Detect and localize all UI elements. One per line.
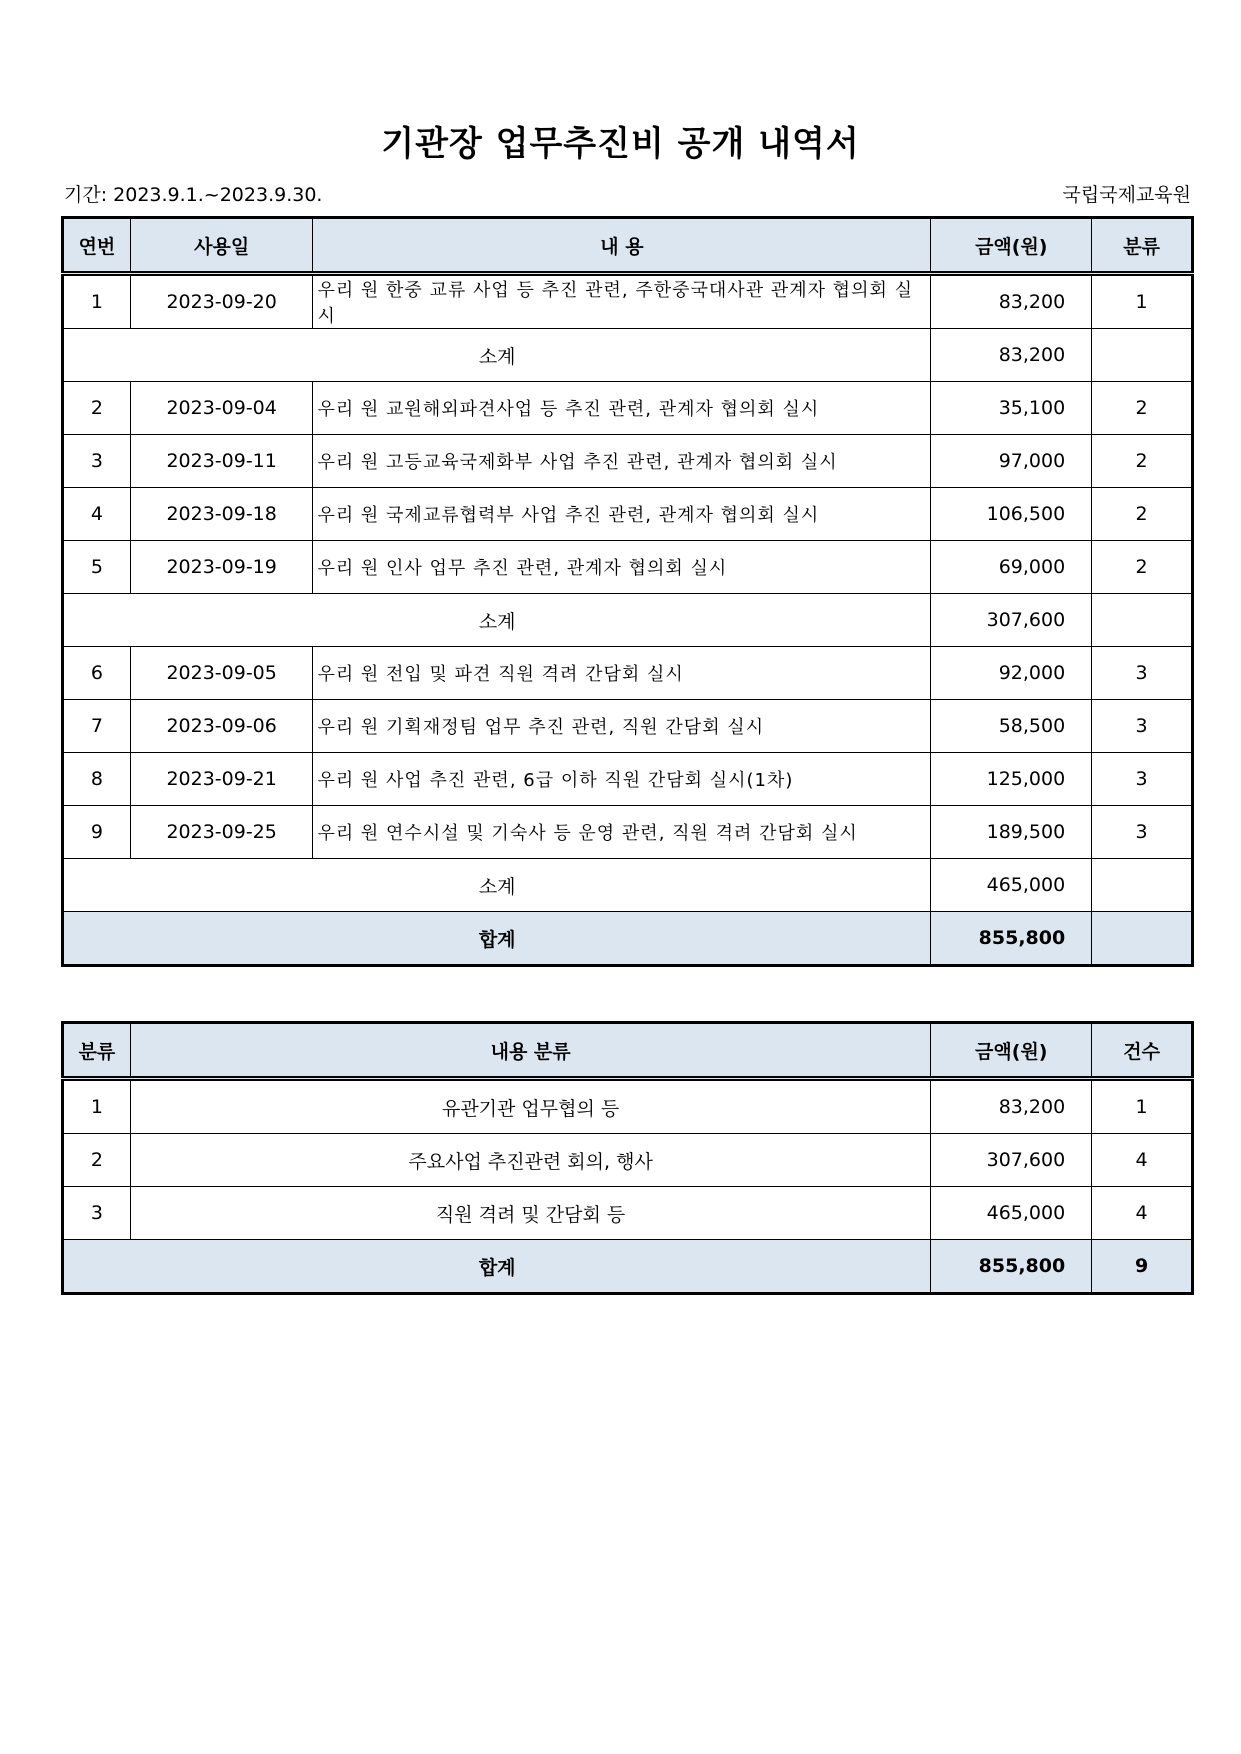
row-number: 5	[63, 541, 131, 594]
category: 2	[63, 1134, 131, 1187]
usage-date: 2023-09-04	[130, 382, 313, 435]
description: 우리 원 기획재정팀 업무 추진 관련, 직원 간담회 실시	[313, 700, 931, 753]
usage-date: 2023-09-05	[130, 647, 313, 700]
category: 2	[1092, 382, 1193, 435]
table-row	[63, 753, 1193, 806]
amount: 106,500	[931, 488, 1092, 541]
description: 우리 원 한중 교류 사업 등 추진 관련, 주한중국대사관 관계자 협의회 실시	[313, 274, 931, 329]
empty-cell	[1092, 594, 1193, 647]
subtotal-label: 소계	[63, 329, 931, 382]
total-amount: 855,800	[931, 912, 1092, 966]
usage-date: 2023-09-21	[130, 753, 313, 806]
row-number: 7	[63, 700, 131, 753]
amount: 35,100	[931, 382, 1092, 435]
category: 2	[1092, 541, 1193, 594]
table-row	[63, 435, 1193, 488]
row-number: 1	[63, 274, 131, 329]
table-row	[63, 382, 1193, 435]
header-row	[63, 218, 1193, 274]
description: 우리 원 교원해외파견사업 등 추진 관련, 관계자 협의회 실시	[313, 382, 931, 435]
category: 1	[1092, 274, 1193, 329]
column-header: 사용일	[130, 218, 313, 274]
subtotal-row	[63, 329, 1193, 382]
table-row	[63, 1079, 1193, 1134]
description: 우리 원 인사 업무 추진 관련, 관계자 협의회 실시	[313, 541, 931, 594]
category: 3	[1092, 700, 1193, 753]
row-number: 2	[63, 382, 131, 435]
amount: 125,000	[931, 753, 1092, 806]
amount: 83,200	[931, 1079, 1092, 1134]
table-row	[63, 274, 1193, 329]
header-row	[63, 1023, 1193, 1079]
amount: 69,000	[931, 541, 1092, 594]
total-amount: 855,800	[931, 1240, 1092, 1294]
subtotal-amount: 465,000	[931, 859, 1092, 912]
subtotal-amount: 307,600	[931, 594, 1092, 647]
amount: 307,600	[931, 1134, 1092, 1187]
description: 우리 원 고등교육국제화부 사업 추진 관련, 관계자 협의회 실시	[313, 435, 931, 488]
usage-date: 2023-09-18	[130, 488, 313, 541]
amount: 465,000	[931, 1187, 1092, 1240]
count: 1	[1092, 1079, 1193, 1134]
empty-cell	[1092, 329, 1193, 382]
category: 2	[1092, 435, 1193, 488]
category-name: 유관기관 업무협의 등	[130, 1079, 930, 1134]
row-number: 6	[63, 647, 131, 700]
count: 4	[1092, 1134, 1193, 1187]
category-summary-table	[61, 1021, 1194, 1295]
usage-date: 2023-09-20	[130, 274, 313, 329]
subtotal-amount: 83,200	[931, 329, 1092, 382]
usage-date: 2023-09-19	[130, 541, 313, 594]
subtotal-row	[63, 859, 1193, 912]
category: 3	[1092, 806, 1193, 859]
total-count: 9	[1092, 1240, 1193, 1294]
amount: 97,000	[931, 435, 1092, 488]
amount: 92,000	[931, 647, 1092, 700]
expense-detail-table	[61, 216, 1194, 967]
column-header: 내 용	[313, 218, 931, 274]
amount: 58,500	[931, 700, 1092, 753]
table-row	[63, 541, 1193, 594]
empty-cell	[1092, 912, 1193, 966]
page-title: 기관장 업무추진비 공개 내역서	[381, 124, 860, 164]
column-header: 건수	[1092, 1023, 1193, 1079]
category: 3	[1092, 647, 1193, 700]
table-row	[63, 1187, 1193, 1240]
column-header: 내용 분류	[130, 1023, 930, 1079]
total-label: 합계	[63, 1240, 931, 1294]
row-number: 9	[63, 806, 131, 859]
row-number: 3	[63, 435, 131, 488]
category-name: 주요사업 추진관련 회의, 행사	[130, 1134, 930, 1187]
description: 우리 원 전입 및 파견 직원 격려 간담회 실시	[313, 647, 931, 700]
table-row	[63, 1134, 1193, 1187]
usage-date: 2023-09-25	[130, 806, 313, 859]
table-row	[63, 700, 1193, 753]
subtotal-row	[63, 594, 1193, 647]
table-row	[63, 647, 1193, 700]
column-header: 금액(원)	[931, 1023, 1092, 1079]
amount: 189,500	[931, 806, 1092, 859]
period-label: 기간: 2023.9.1.~2023.9.30.	[64, 184, 323, 206]
description: 우리 원 사업 추진 관련, 6급 이하 직원 간담회 실시(1차)	[313, 753, 931, 806]
empty-cell	[1092, 859, 1193, 912]
column-header: 분류	[63, 1023, 131, 1079]
row-number: 4	[63, 488, 131, 541]
category: 3	[63, 1187, 131, 1240]
organization-label: 국립국제교육원	[1062, 184, 1191, 206]
category-name: 직원 격려 및 간담회 등	[130, 1187, 930, 1240]
usage-date: 2023-09-11	[130, 435, 313, 488]
table-row	[63, 806, 1193, 859]
description: 우리 원 연수시설 및 기숙사 등 운영 관련, 직원 격려 간담회 실시	[313, 806, 931, 859]
category: 2	[1092, 488, 1193, 541]
total-row	[63, 1240, 1193, 1294]
category: 3	[1092, 753, 1193, 806]
table-row	[63, 488, 1193, 541]
subtotal-label: 소계	[63, 859, 931, 912]
count: 4	[1092, 1187, 1193, 1240]
amount: 83,200	[931, 274, 1092, 329]
row-number: 8	[63, 753, 131, 806]
total-row	[63, 912, 1193, 966]
total-label: 합계	[63, 912, 931, 966]
column-header: 금액(원)	[931, 218, 1092, 274]
subtotal-label: 소계	[63, 594, 931, 647]
usage-date: 2023-09-06	[130, 700, 313, 753]
column-header: 분류	[1092, 218, 1193, 274]
column-header: 연번	[63, 218, 131, 274]
category: 1	[63, 1079, 131, 1134]
description: 우리 원 국제교류협력부 사업 추진 관련, 관계자 협의회 실시	[313, 488, 931, 541]
